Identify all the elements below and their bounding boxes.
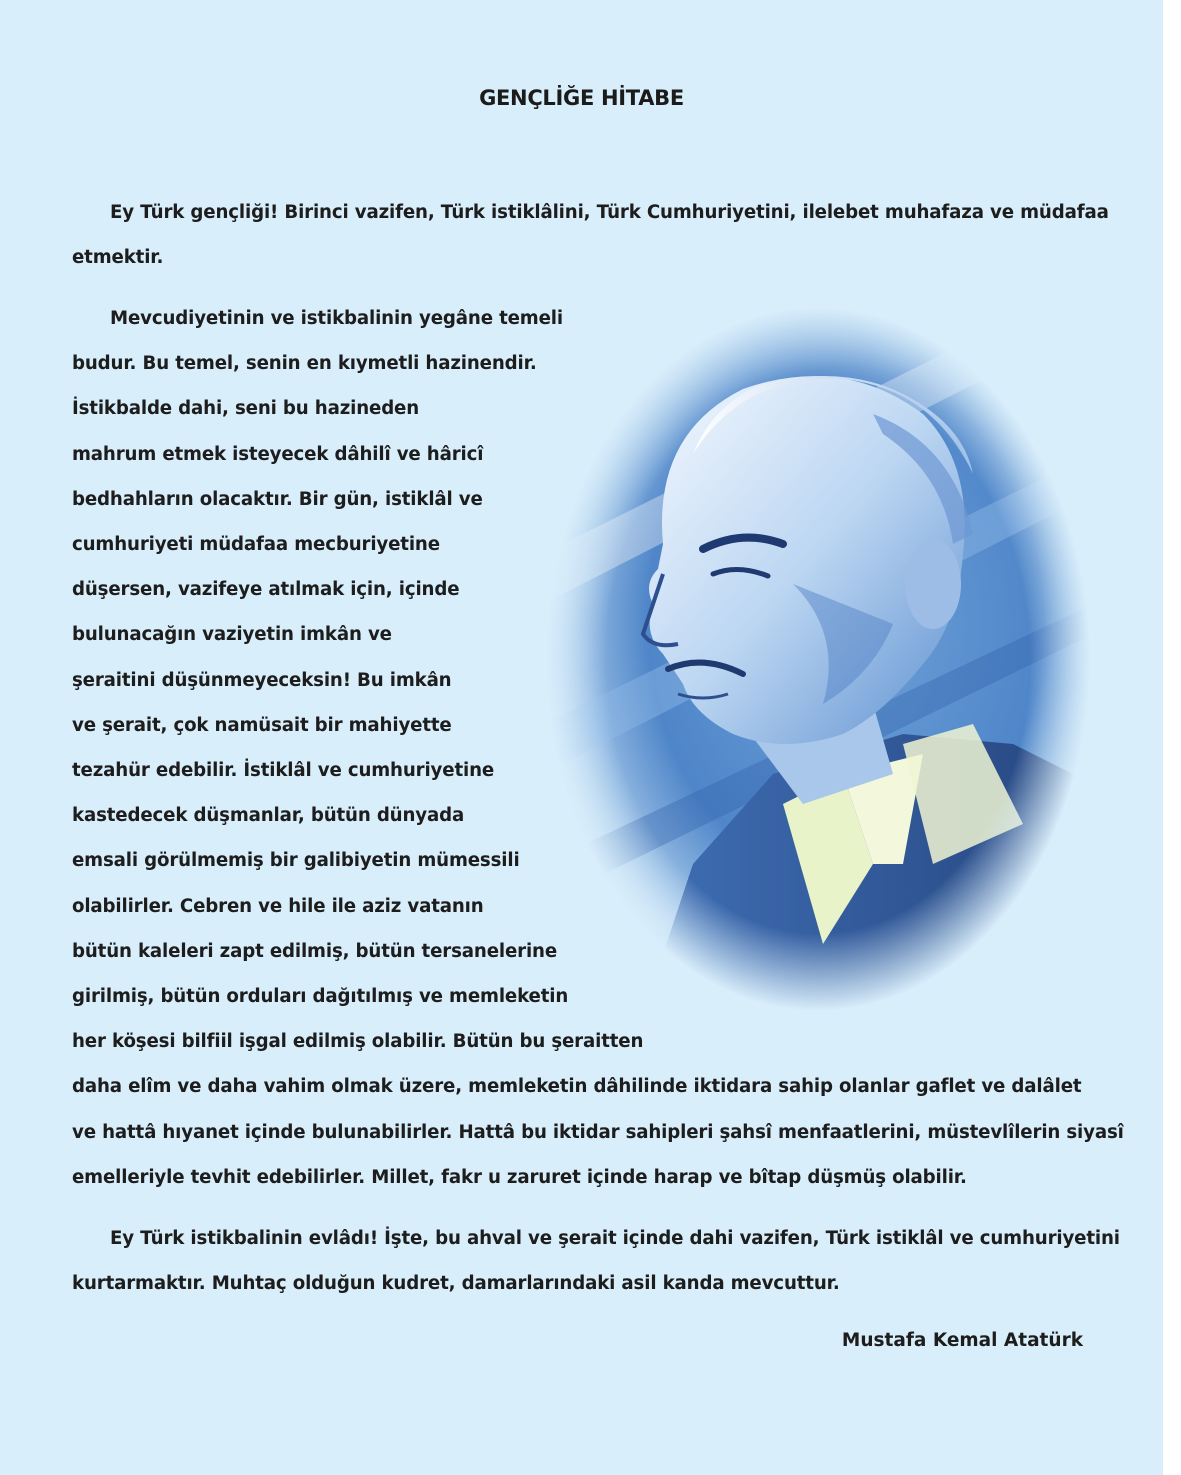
text-line: etmektir. [72,247,164,269]
paragraph-2 [72,296,1124,1200]
text-line: kastedecek düşmanlar, bütün dünyada [72,805,465,827]
text-line: girilmiş, bütün orduları dağıtılmış ve memleketin [72,986,569,1008]
paragraph-3 [72,1216,1120,1306]
text-line: bulunacağın vaziyetin imkân ve [72,624,392,646]
signature: Mustafa Kemal Atatürk [841,1330,1083,1351]
text-line: bütün kaleleri zapt edilmiş, bütün tersanelerine [72,940,558,962]
text-line: Ey Türk gençliği! Birinci vazifen, Türk istiklâlini, Türk Cumhuriyetini, ilelebet muhafaza ve müdafaa [110,202,1109,223]
text-line: ve hattâ hıyanet içinde bulunabilirler. Hattâ bu iktidar sahipleri şahsî menfaatlerini, müstevlîlerin siyasî [72,1121,1124,1143]
text-line: cumhuriyeti müdafaa mecburiyetine [72,534,440,556]
text-line: şeraitini düşünmeyeceksin! Bu imkân [72,669,452,691]
text-line: budur. Bu temel, senin en kıymetli hazinendir. [72,353,537,375]
text-line: Mevcudiyetinin ve istikbalinin yegâne temeli [110,308,563,329]
text-line: İstikbalde dahi, seni bu hazineden [72,398,420,420]
text-line: her köşesi bilfiil işgal edilmiş olabilir. Bütün bu şeraitten [72,1031,644,1053]
text-line: Ey Türk istikbalinin evlâdı! İşte, bu ahval ve şerait içinde dahi vazifen, Türk istiklâl ve cumhuriyetini [110,1228,1120,1249]
text-line: düşersen, vazifeye atılmak için, içinde [72,579,460,601]
text-line: ve şerait, çok namüsait bir mahiyette [72,714,452,736]
page-title: GENÇLİĞE HİTABE [479,86,684,110]
text-line: bedhahların olacaktır. Bir gün, istiklâl ve [72,488,483,510]
text-line: daha elîm ve daha vahim olmak üzere, memleketin dâhilinde iktidara sahip olanlar gaflet ve dalâlet [72,1076,1082,1098]
paragraph-1 [72,190,1109,280]
text-line: mahrum etmek isteyecek dâhilî ve hâricî [72,443,484,465]
text-line: kurtarmaktır. Muhtaç olduğun kudret, damarlarındaki asil kanda mevcuttur. [72,1273,840,1295]
text-line: emsali görülmemiş bir galibiyetin mümessili [72,850,520,872]
text-line: emelleriyle tevhit edebilirler. Millet, fakr u zaruret içinde harap ve bîtap düşmüş olabilir. [72,1166,967,1188]
text-line: olabilirler. Cebren ve hile ile aziz vatanın [72,895,484,917]
text-line: tezahür edebilir. İstiklâl ve cumhuriyetine [72,760,495,782]
